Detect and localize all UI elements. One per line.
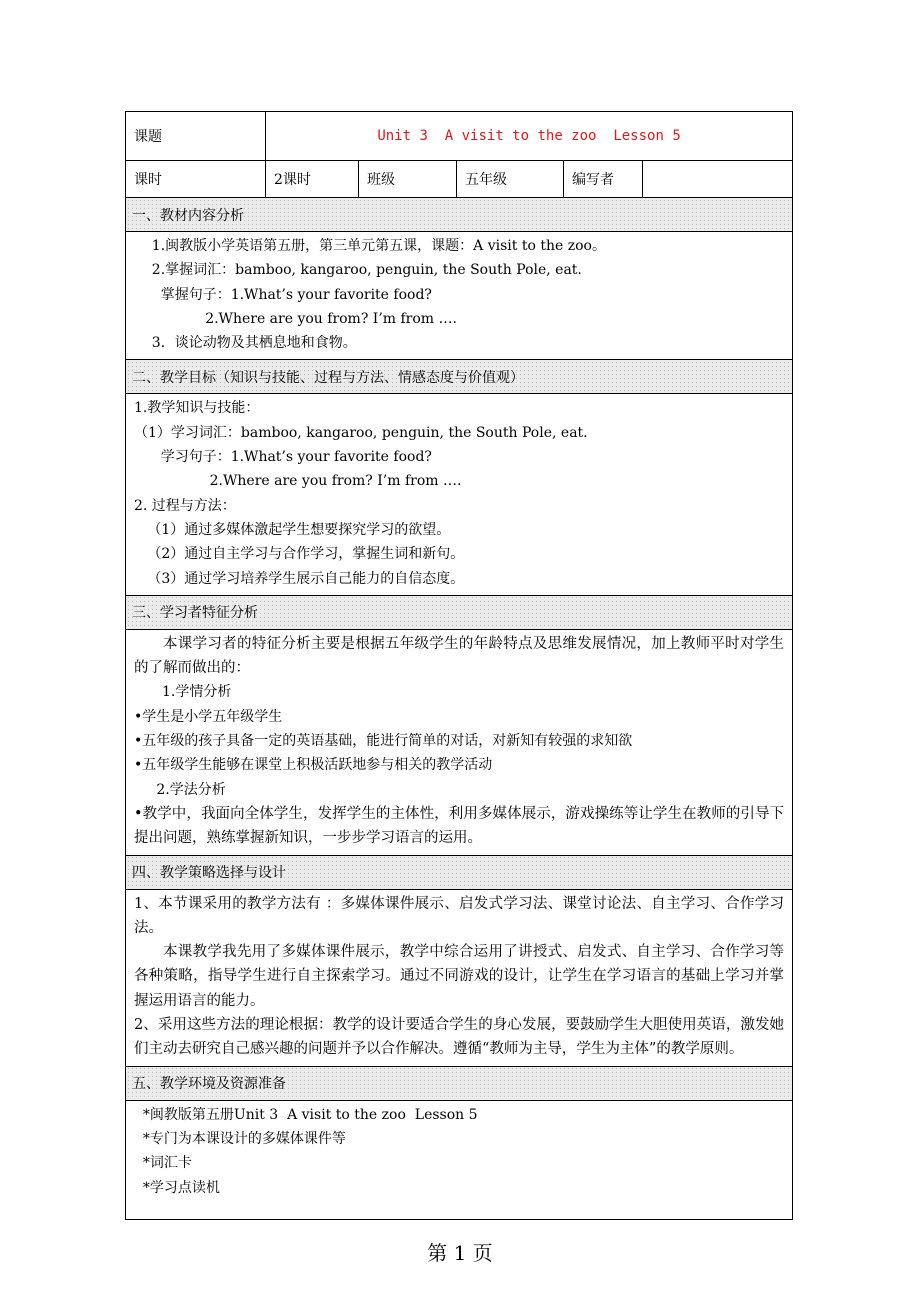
content-line: （2）通过自主学习与合作学习，掌握生词和新句。 <box>134 546 465 563</box>
subheading-method: 2.学法分析 <box>156 781 226 798</box>
section-content-learners <box>126 629 793 855</box>
lesson-plan-table <box>125 111 793 1220</box>
resource-item: *学习点读机 <box>134 1179 220 1196</box>
bullet-item: •五年级学生能够在课堂上积极活跃地参与相关的教学活动 <box>134 757 493 774</box>
lesson-title: Unit 3 A visit to the zoo Lesson 5 <box>266 112 793 161</box>
lesson-plan-page <box>125 111 792 1220</box>
strategy-paragraph-2: 本课教学我先用了多媒体课件展示，教学中综合运用了讲授式、启发式、自主学习、合作学习等各种策略，指导学生进行自主探索学习。通过不同游戏的设计，让学生在学习语言的基础上学习并掌握运用语言的能力。 <box>134 944 785 1009</box>
class-value: 五年级 <box>457 161 564 198</box>
strategy-paragraph-1: 1、本节课采用的教学方法有 ：多媒体课件展示、启发式学习法、课堂讨论法、自主学习、合作学习法。 <box>134 895 785 936</box>
content-line: 学习句子：1.What’s your favorite food? <box>134 449 432 466</box>
resource-item: *闽教版第五册Unit 3 A visit to the zoo Lesson 5 <box>134 1106 478 1123</box>
content-line: 2.Where are you from? I’m from …. <box>134 473 462 490</box>
strategy-paragraph-3: 2、采用这些方法的理论根据：教学的设计要适合学生的身心发展，要鼓励学生大胆使用英语，激发她们主动去研究自己感兴趣的问题并予以合作解决。遵循“教师为主导，学生为主体”的教学原则。 <box>134 1017 785 1058</box>
section-heading-strategy: 四、教学策略选择与设计 <box>126 855 793 889</box>
resource-item: *专门为本课设计的多媒体课件等 <box>134 1130 346 1147</box>
learner-paragraph: 本课学习者的特征分析主要是根据五年级学生的年龄特点及思维发展情况，加上教师平时对学生的了解而做出的： <box>134 635 785 677</box>
author-value <box>643 161 793 198</box>
content-line: 1.教学知识与技能： <box>134 400 260 417</box>
bullet-item: •五年级的孩子具备一定的英语基础，能进行简单的对话，对新知有较强的求知欲 <box>134 733 633 750</box>
section-heading-objectives: 二、教学目标（知识与技能、过程与方法、情感态度与价值观） <box>126 360 793 394</box>
content-line: 2.掌握词汇：bamboo, kangaroo, penguin, the South Pole, eat. <box>134 262 582 279</box>
section-heading-learners: 三、学习者特征分析 <box>126 595 793 629</box>
subheading-situation: 1.学情分析 <box>162 684 232 701</box>
content-line: （1）通过多媒体激起学生想要探究学习的欲望。 <box>134 521 451 538</box>
section-content-strategy <box>126 889 793 1066</box>
content-line: 1.闽教版小学英语第五册，第三单元第五课，课题：A visit to the zoo。 <box>134 238 606 254</box>
content-line: 2. 过程与方法： <box>134 497 236 514</box>
section-content-objectives <box>126 394 793 595</box>
section-content-resources <box>126 1100 793 1219</box>
content-line: 2.Where are you from? I’m from …. <box>134 310 457 327</box>
section-heading-materials: 一、教材内容分析 <box>126 198 793 232</box>
section-heading-resources: 五、教学环境及资源准备 <box>126 1066 793 1100</box>
author-label: 编写者 <box>564 161 643 198</box>
class-label: 班级 <box>359 161 457 198</box>
period-label: 课时 <box>126 161 266 198</box>
resource-item: *词汇卡 <box>134 1155 192 1172</box>
topic-label: 课题 <box>126 112 266 161</box>
period-value: 2课时 <box>266 161 359 198</box>
content-line: 掌握句子：1.What’s your favorite food? <box>134 286 432 303</box>
bullet-item: •学生是小学五年级学生 <box>134 708 283 725</box>
content-line: 3．谈论动物及其栖息地和食物。 <box>134 335 357 352</box>
content-line: （1）学习词汇：bamboo, kangaroo, penguin, the South Pole, eat. <box>134 424 588 441</box>
bullet-item: •教学中，我面向全体学生，发挥学生的主体性，利用多媒体展示，游戏操练等让学生在教师的引导下提出问题，熟练掌握新知识，一步步学习语言的运用。 <box>134 805 785 847</box>
page-number: 第 1 页 <box>427 1241 493 1265</box>
content-line: （3）通过学习培养学生展示自己能力的自信态度。 <box>134 570 465 587</box>
section-content-materials <box>126 232 793 360</box>
